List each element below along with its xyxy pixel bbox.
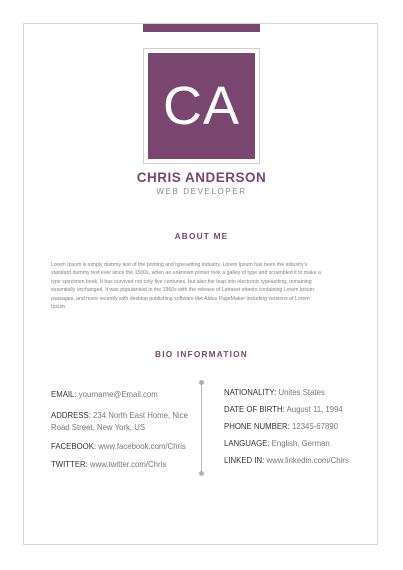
about-line: standard dummy text ever since the 1500s, when an unknown printer took a galley of type and scrambled it to make a [51,270,321,277]
bio-label: FACEBOOK: [51,442,97,451]
bio-label: NATIONALITY: [224,388,277,397]
monogram-frame [143,48,260,164]
about-heading: ABOUT ME [174,231,229,241]
bio-label: LANGUAGE: [224,439,270,448]
bio-value: August 11, 1994 [284,405,343,414]
about-paragraph [51,261,356,311]
bio-value: Road Street, New York, US [51,423,146,432]
bio-value: 12345-67890 [289,422,338,431]
about-line: Lorem Ipsum is simply dummy text of the printing and typesetting industry. Lorem Ipsum has been the industry's [51,262,308,268]
bio-row-phone [224,422,364,431]
job-title: WEB DEVELOPER [156,187,247,196]
bio-value: www.linkedin.com/Chirs [264,456,349,465]
about-line: Ipsum [51,304,66,311]
divider-dot [199,471,204,476]
bio-label: LINKED IN: [224,456,265,465]
bio-row-dob [224,405,364,414]
about-line: essentially unchanged. It was popularised in the 1960s with the release of Letraset sheets containing Lorem Ipsum [51,287,314,294]
bio-value: 234 North East Home, Nice [90,411,188,420]
bio-value: www.facebook.com/Chris [96,442,186,451]
about-line: passages, and more recently with desktop publishing software like Aldus PageMaker including versions of Lorem [51,295,310,302]
bio-row-nationality [224,388,364,397]
bio-row-address-cont [51,423,191,432]
bio-row-email [51,390,191,399]
bio-row-facebook [51,442,191,451]
divider-dot [199,380,204,385]
bio-value: www.twitter.com/Chris [87,460,167,469]
bio-left-column [51,390,191,469]
bio-divider [201,383,202,473]
bio-value: yourname@Email.com [76,390,158,399]
bio-row-language [224,439,364,448]
bio-heading: BIO INFORMATION [155,349,248,359]
bio-label: TWITTER: [51,460,88,469]
bio-label: EMAIL: [51,390,77,399]
bio-row-twitter [51,460,191,469]
bio-label: ADDRESS: [51,411,91,420]
person-name: CHRIS ANDERSON [136,170,267,185]
bio-row-linkedin [224,456,364,465]
bio-value: Unites States [276,388,325,397]
bio-label: PHONE NUMBER: [224,422,290,431]
bio-row-address [51,411,191,420]
bio-label: DATE OF BIRTH: [224,405,285,414]
monogram-initials: CA [148,53,255,159]
bio-value: English, German [269,439,330,448]
bio-right-column [224,388,364,465]
top-accent-bar [143,24,260,32]
about-line: type specimen book. It has survived not only five centuries, but also the leap into electronic typesetting, remaining [51,278,312,285]
